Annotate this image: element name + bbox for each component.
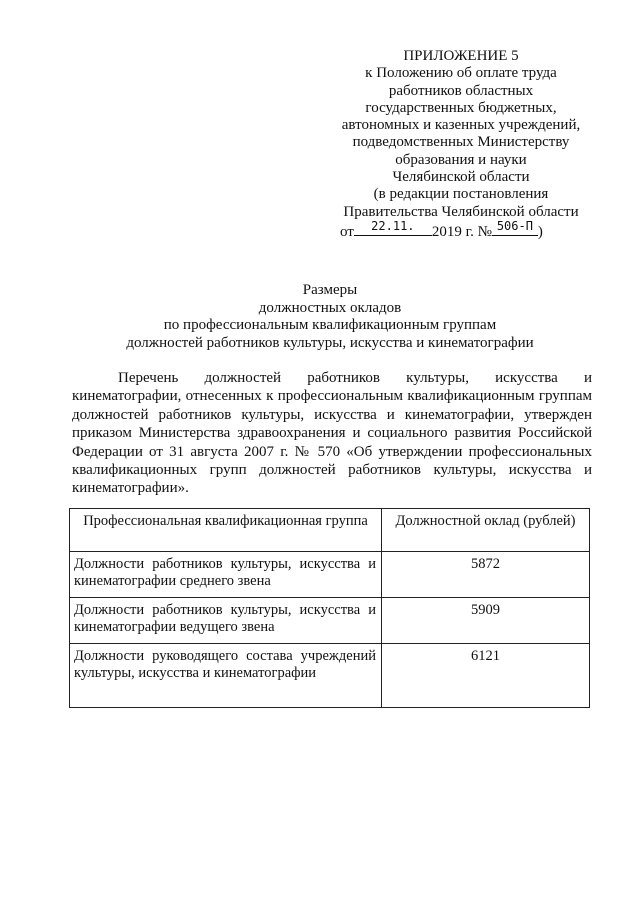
appendix-line: образования и науки (395, 151, 527, 168)
document-heading (80, 282, 580, 352)
heading-line-1: Размеры (302, 282, 358, 298)
header-group: Профессиональная квалификационная группа (70, 509, 382, 552)
table-row (70, 552, 590, 598)
group-cell: Должности руководящего состава учреждений культуры, искусства и кинематографии (70, 644, 382, 708)
appendix-line: подведомственных Министерству (352, 134, 570, 151)
table-row (70, 598, 590, 644)
body-paragraph: Перечень должностей работников культуры, искусства и кинематографии, отнесенных к профессиональным квалификационным группам должностей работников культуры, искусства и кинематографии, утвержден приказом Министерства здравоохранения и социального развития Российской Федерации от 31 августа 2007 г. № 570 «Об утверждении профессиональных квалификационных групп должностей работников культуры, искусства и кинематографии». (72, 370, 592, 497)
appendix-block (330, 48, 592, 241)
heading-line-2: должностных окладов (258, 299, 402, 316)
group-cell: Должности работников культуры, искусства и кинематографии среднего звена (70, 552, 382, 598)
salary-table (69, 508, 590, 708)
salary-cell: 5872 (382, 552, 590, 598)
salary-cell: 5909 (382, 598, 590, 644)
appendix-line: автономных и казенных учреждений, (341, 117, 581, 134)
date-field (354, 218, 432, 236)
table-row (70, 644, 590, 708)
appendix-line: работников областных (388, 82, 534, 99)
group-cell: Должности работников культуры, искусства и кинематографии ведущего звена (70, 598, 382, 644)
number-value: 506-П (496, 218, 533, 233)
table-header-row (70, 509, 590, 552)
appendix-line: Челябинской области (392, 169, 530, 186)
appendix-line: Правительства Челябинской области (343, 203, 579, 220)
resolution-reference (340, 218, 592, 241)
salary-cell: 6121 (382, 644, 590, 708)
heading-line-4: должностей работников культуры, искусства и кинематографии (126, 334, 534, 351)
appendix-line: к Положению об оплате труда (365, 65, 557, 82)
number-field (492, 218, 538, 236)
header-salary: Должностной оклад (рублей) (382, 509, 590, 552)
closing-paren: ) (537, 223, 543, 240)
date-value: 22.11. (371, 218, 415, 233)
from-prefix: от (340, 223, 354, 240)
appendix-line: (в редакции постановления (373, 186, 549, 203)
appendix-title: ПРИЛОЖЕНИЕ 5 (403, 48, 519, 64)
heading-line-3: по профессиональным квалификационным группам (163, 317, 497, 334)
appendix-line: государственных бюджетных, (365, 99, 557, 116)
year-text: 2019 г. № (431, 223, 492, 240)
